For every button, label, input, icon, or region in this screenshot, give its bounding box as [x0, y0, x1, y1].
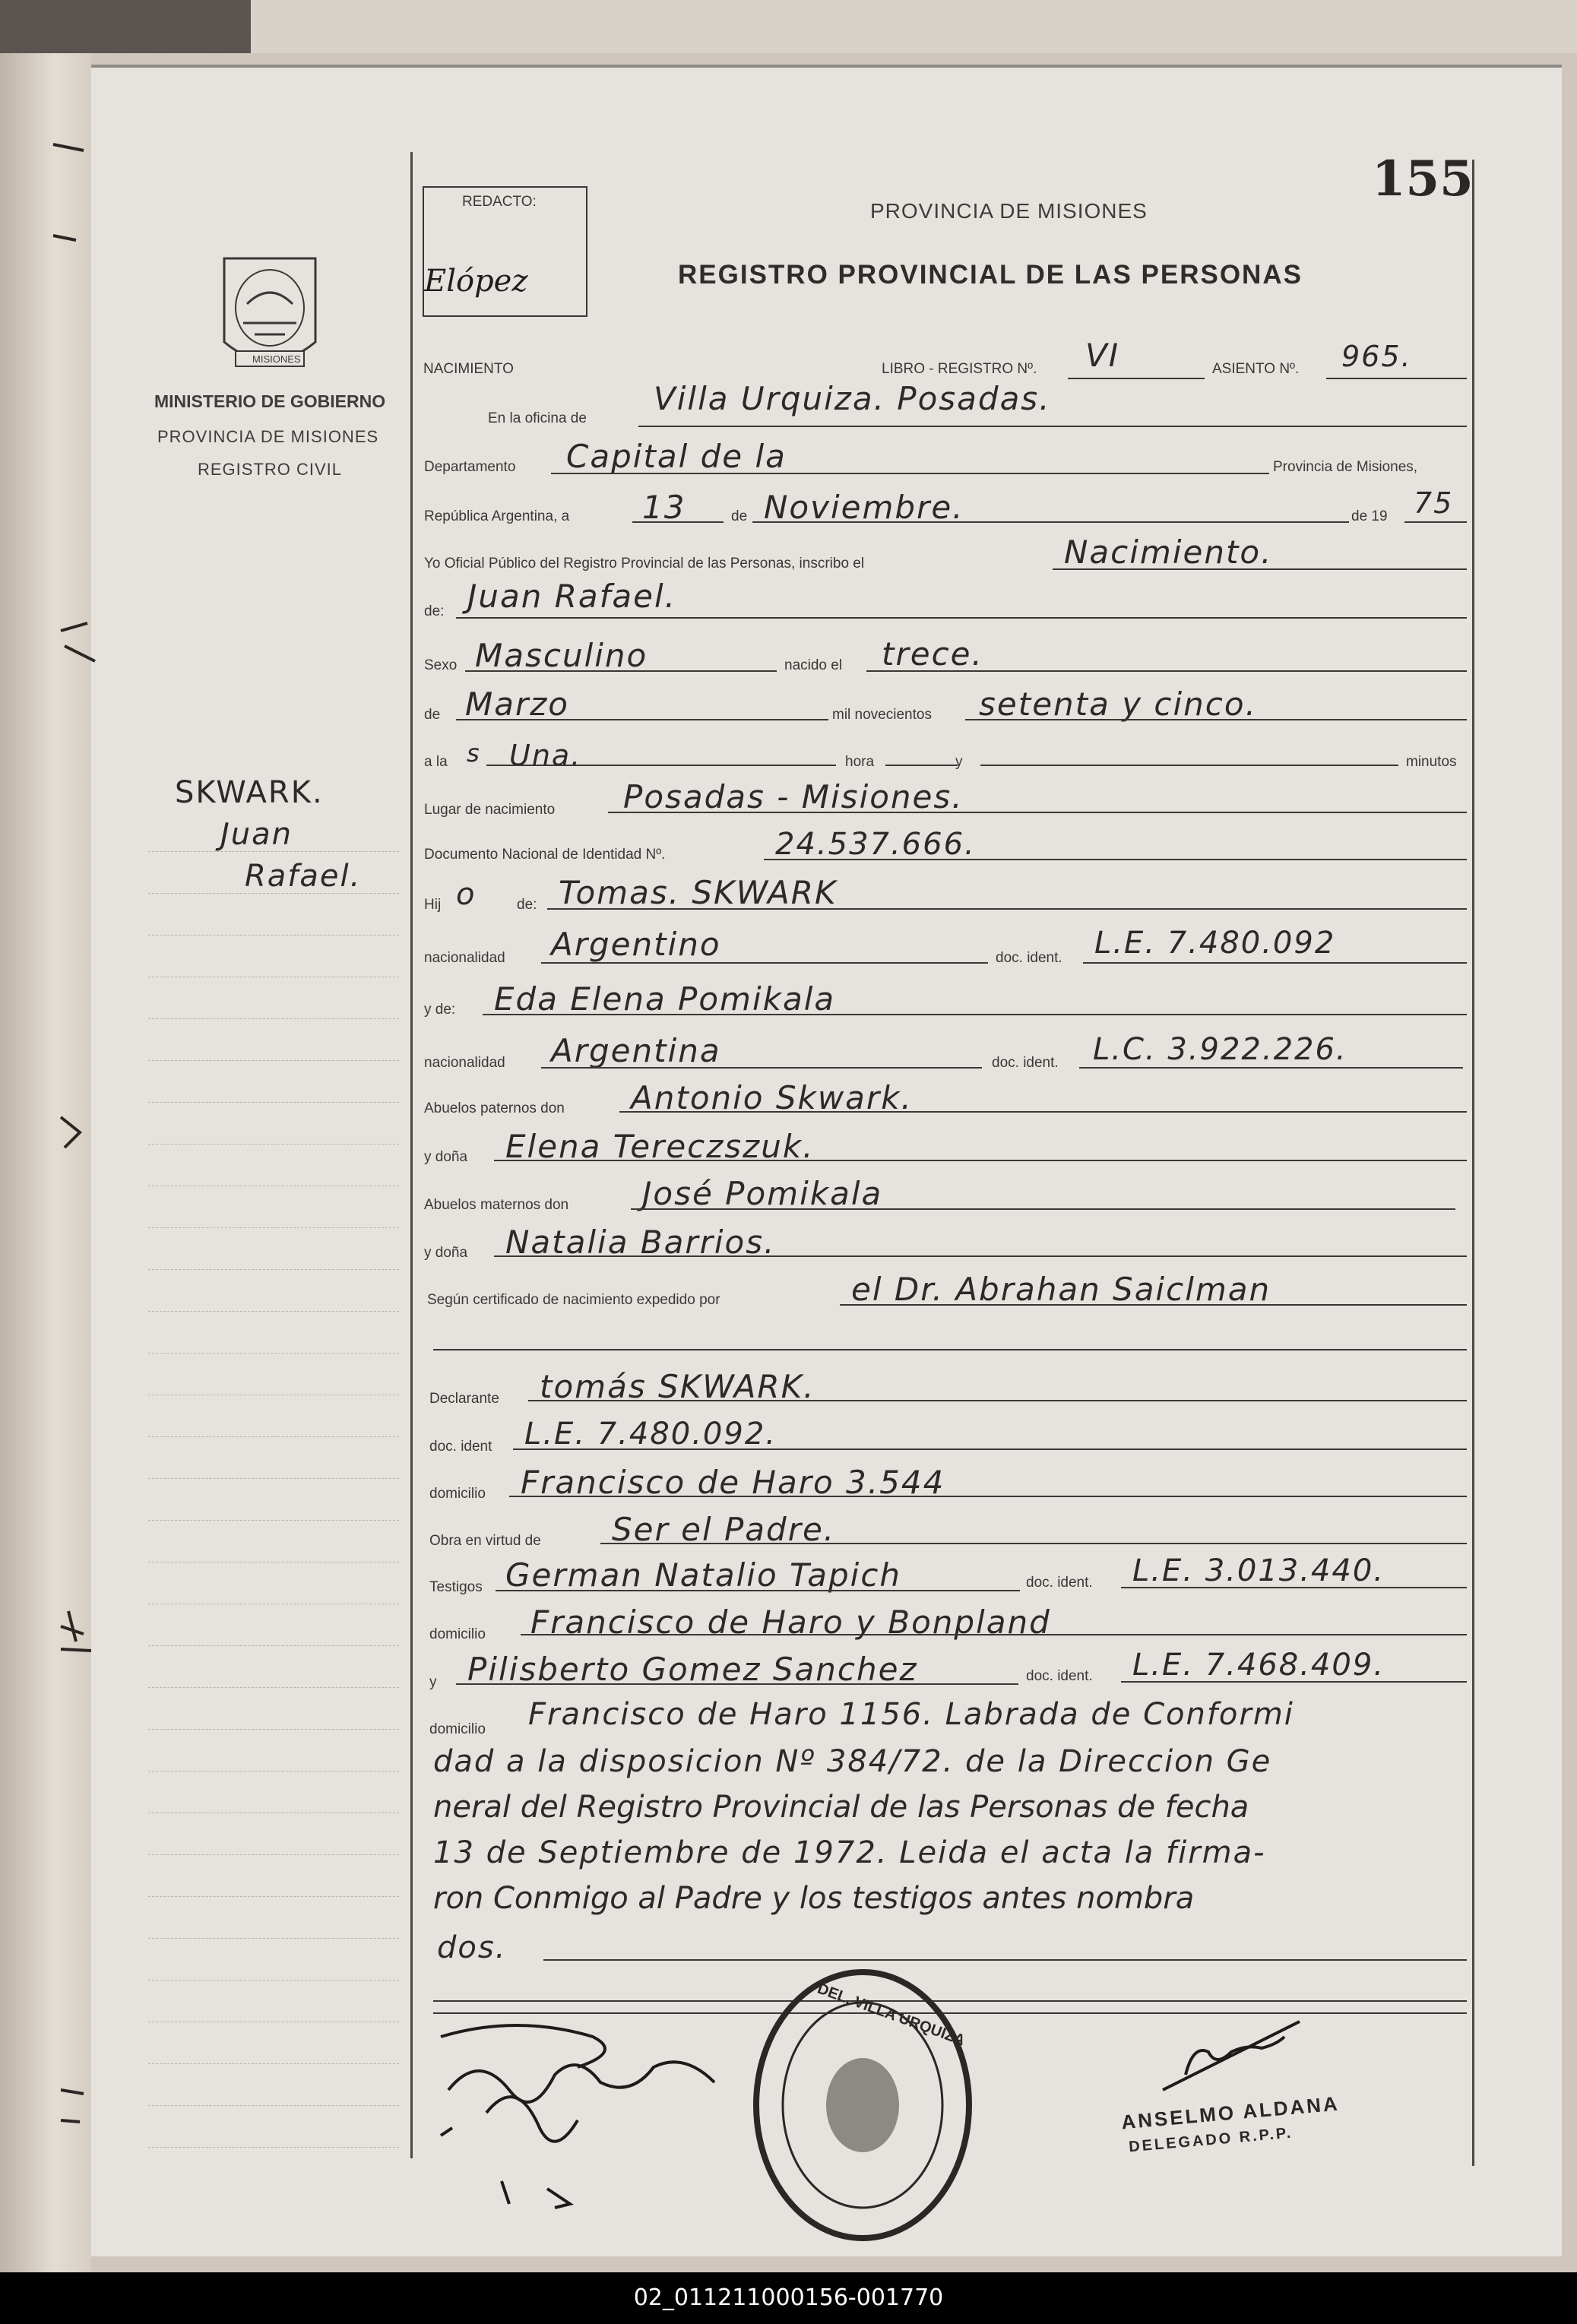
padre-value: Tomas. SKWARK	[559, 874, 838, 911]
doc-ident-label: doc. ident.	[996, 950, 1062, 966]
note-line-5: dos.	[437, 1930, 507, 1965]
libro-value: VI	[1085, 337, 1120, 374]
segun-label: Según certificado de nacimiento expedido por	[427, 1292, 720, 1308]
ministry-line-1: MINISTERIO DE GOBIERNO	[154, 391, 386, 411]
abuelos-maternos-label: Abuelos maternos don	[424, 1197, 569, 1213]
doc-ident-label-2: doc. ident.	[992, 1055, 1059, 1071]
margin-first-name: Juan	[220, 817, 293, 852]
testigo2-doc: L.E. 7.468.409.	[1132, 1648, 1385, 1683]
right-rule	[1472, 160, 1474, 2166]
signatory-title: DELEGADO R.P.P.	[1128, 2124, 1294, 2156]
de3-label: de	[424, 707, 441, 723]
nacido-value: trece.	[882, 635, 983, 673]
oficina-label: En la oficina de	[488, 410, 587, 426]
padre-nacionalidad: Argentino	[551, 926, 721, 963]
nacionalidad-label-2: nacionalidad	[424, 1055, 505, 1071]
province-heading: PROVINCIA DE MISIONES	[870, 199, 1148, 223]
testigos-label: Testigos	[429, 1579, 483, 1595]
domicilio-label: domicilio	[429, 1486, 486, 1502]
libro-label: LIBRO - REGISTRO Nº.	[882, 361, 1037, 377]
dni-label: Documento Nacional de Identidad Nº.	[424, 847, 666, 863]
margin-middle-name: Rafael.	[245, 859, 362, 894]
ydona-label-2: y doña	[424, 1245, 468, 1261]
redacto-signature: Elópez	[424, 264, 528, 299]
abuelo-paterno: Antonio Skwark.	[631, 1079, 913, 1116]
margin-surname: SKWARK.	[175, 775, 324, 810]
mes-value: Marzo	[465, 685, 569, 723]
lugar-value: Posadas - Misiones.	[623, 778, 964, 815]
lugar-label: Lugar de nacimiento	[424, 802, 556, 818]
left-rule	[410, 152, 413, 2158]
y-label-2: y	[429, 1674, 437, 1690]
stamp-text: DEL. VILLA URQUIZA	[815, 1980, 967, 2050]
departamento-label: Departamento	[424, 459, 516, 475]
binding-stitches	[30, 114, 114, 2166]
abuelo-materno: José Pomikala	[642, 1175, 883, 1212]
image-id: 02_011211000156-001770	[633, 2284, 944, 2311]
madre-doc: L.C. 3.922.226.	[1093, 1032, 1347, 1067]
abuela-materna: Natalia Barrios.	[505, 1224, 776, 1261]
year-value: 75	[1414, 486, 1454, 520]
sexo-value: Masculino	[475, 637, 648, 674]
y-label: y	[955, 754, 963, 770]
asiento-label: ASIENTO Nº.	[1212, 361, 1300, 377]
doc-ident2-label: doc. ident	[429, 1439, 492, 1455]
dni-value: 24.537.666.	[775, 827, 976, 862]
testigo2-domicilio: Francisco de Haro 1156. Labrada de Conformi	[528, 1697, 1294, 1732]
hora-label: hora	[845, 754, 875, 770]
madre-nacionalidad: Argentina	[551, 1032, 721, 1069]
declarante-value: tomás SKWARK.	[540, 1368, 815, 1405]
declarante-label: Declarante	[429, 1391, 499, 1407]
domicilio-label-3: domicilio	[429, 1721, 486, 1737]
madre-value: Eda Elena Pomikala	[494, 980, 836, 1018]
republica-label: República Argentina, a	[424, 508, 570, 524]
testigo1-name: German Natalio Tapich	[505, 1556, 902, 1594]
nacionalidad-label: nacionalidad	[424, 950, 505, 966]
hij-label: Hij	[424, 897, 442, 913]
nacido-label: nacido el	[784, 657, 843, 673]
domicilio-label-2: domicilio	[429, 1626, 486, 1642]
note-line-4: ron Conmigo al Padre y los testigos antes nombra	[433, 1881, 1195, 1916]
day-value: 13	[642, 489, 686, 526]
declarante-doc: L.E. 7.480.092.	[524, 1417, 777, 1452]
padre-doc: L.E. 7.480.092	[1094, 926, 1336, 961]
asiento-value: 965.	[1341, 340, 1412, 373]
hij-value: o	[456, 877, 477, 912]
page-number: 155	[1372, 150, 1474, 207]
image-id-bar	[0, 2272, 1577, 2324]
doc-ident-label-3: doc. ident.	[1026, 1575, 1093, 1591]
note-line-3: 13 de Septiembre de 1972. Leida el acta la firma-	[433, 1835, 1266, 1870]
ministry-line-3: REGISTRO CIVIL	[198, 460, 343, 479]
ministry-line-2: PROVINCIA DE MISIONES	[157, 427, 379, 446]
signatory-name: ANSELMO ALDANA	[1120, 2091, 1341, 2134]
segun-value: el Dr. Abrahan Saiclman	[851, 1271, 1271, 1308]
redacto-label: REDACTO:	[462, 194, 537, 210]
alas-label: a la	[424, 754, 448, 770]
oficial-value: Nacimiento.	[1064, 534, 1273, 571]
provincia-suffix: Provincia de Misiones,	[1273, 459, 1418, 475]
de-label: de	[731, 508, 748, 524]
de4-label: de:	[517, 897, 537, 913]
sexo-label: Sexo	[424, 657, 458, 673]
month-value: Noviembre.	[764, 489, 964, 526]
redacto-box	[423, 186, 587, 317]
child-name: Juan Rafael.	[467, 578, 677, 615]
oficial-label: Yo Oficial Público del Registro Provincial de las Personas, inscribo el	[424, 556, 865, 572]
alas-s: s	[467, 739, 481, 768]
nacimiento-label: NACIMIENTO	[423, 361, 514, 377]
testigo2-name: Pilisberto Gomez Sanchez	[467, 1651, 918, 1688]
ydona-label: y doña	[424, 1149, 468, 1165]
departamento-value: Capital de la	[566, 438, 787, 475]
officer-signature	[1148, 2006, 1338, 2105]
mil-label: mil novecientos	[832, 707, 932, 723]
hora-value: Una.	[509, 739, 582, 772]
minutos-label: minutos	[1406, 754, 1457, 770]
registry-title: REGISTRO PROVINCIAL DE LAS PERSONAS	[678, 260, 1303, 290]
note-line-1: dad a la disposicion Nº 384/72. de la Direccion Ge	[433, 1744, 1272, 1779]
de2-label: de:	[424, 603, 445, 619]
doc-ident-label-4: doc. ident.	[1026, 1668, 1093, 1684]
domicilio-value: Francisco de Haro 3.544	[521, 1464, 945, 1501]
anio-value: setenta y cinco.	[979, 685, 1257, 723]
underlying-page	[251, 0, 1577, 53]
testigo1-domicilio: Francisco de Haro y Bonpland	[530, 1604, 1051, 1641]
obra-value: Ser el Padre.	[612, 1511, 836, 1548]
oficina-value: Villa Urquiza. Posadas.	[654, 380, 1051, 417]
note-line-2: neral del Registro Provincial de las Personas de fecha	[433, 1790, 1249, 1825]
abuela-paterna: Elena Tereczszuk.	[505, 1128, 815, 1165]
seal-label: MISIONES	[252, 353, 301, 365]
testigo1-doc: L.E. 3.013.440.	[1132, 1553, 1385, 1588]
year-prefix: de 19	[1351, 508, 1388, 524]
obra-label: Obra en virtud de	[429, 1533, 541, 1549]
yde-label: y de:	[424, 1002, 456, 1018]
abuelos-paternos-label: Abuelos paternos don	[424, 1100, 565, 1116]
